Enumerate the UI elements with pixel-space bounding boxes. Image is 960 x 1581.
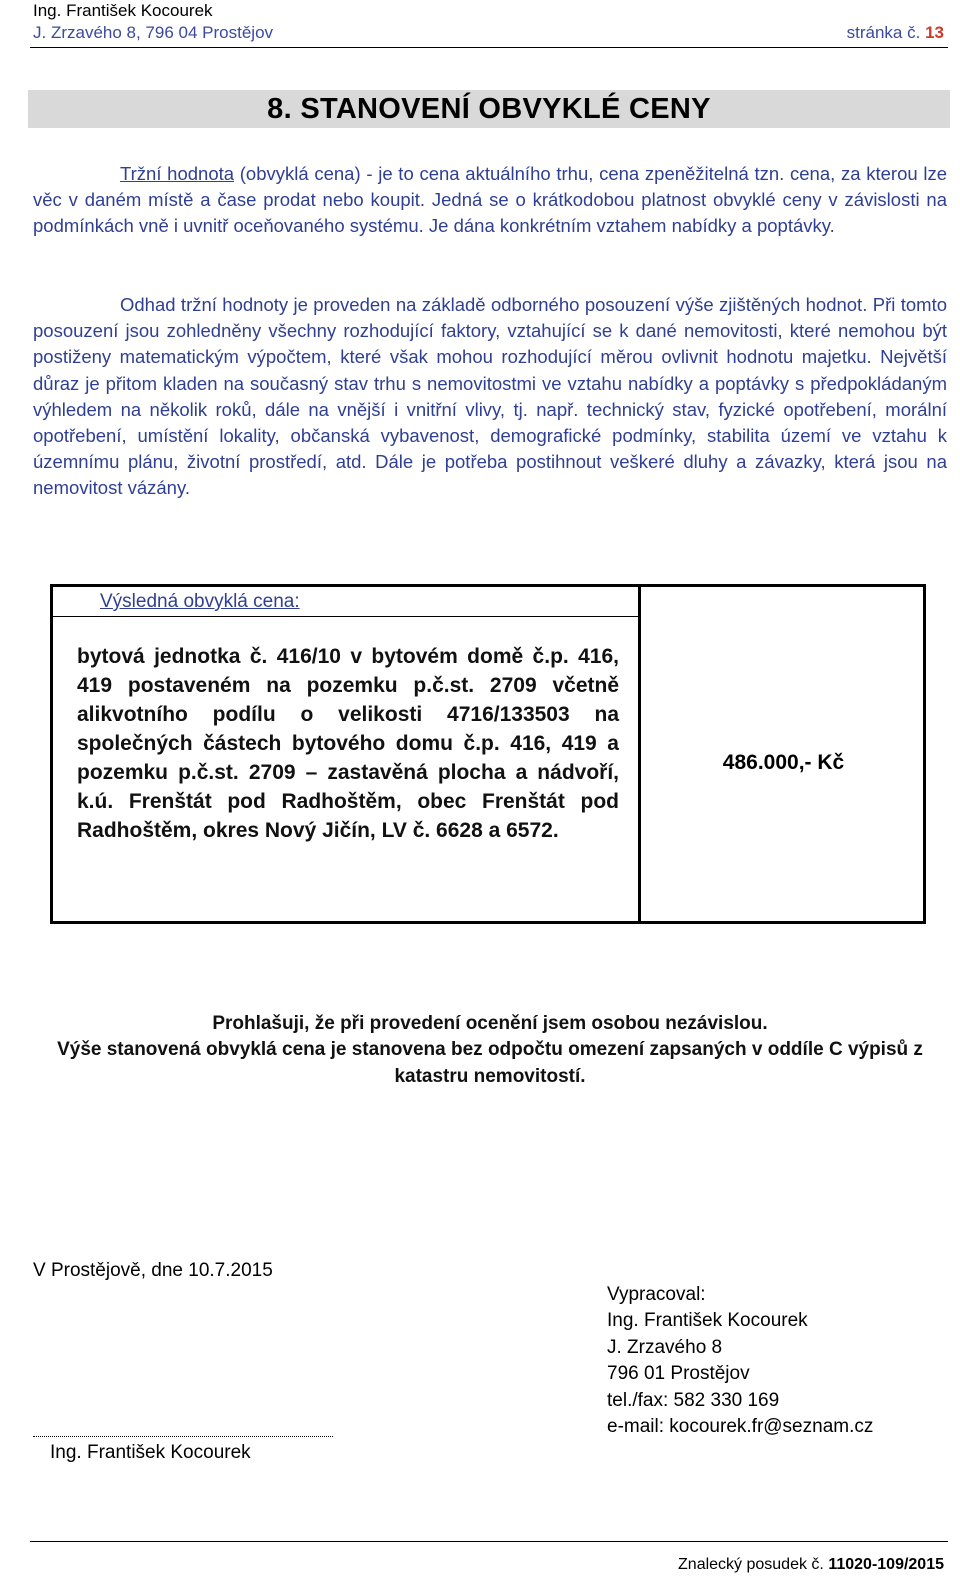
- property-description: bytová jednotka č. 416/10 v bytovém domě č.p. 416, 419 postaveném na pozemku p.č.st. 2709 včetně alikvotního podílu o velikosti 4716/133503 na společných částech bytového domu č.p. 416, 419 a pozemku p.č.st. 2709 – zastavěná plocha a nádvoří, k.ú. Frenštát pod Radhoštěm, obec Frenštát pod Radhoštěm, okres Nový Jičín, LV č. 6628 a 6572.: [77, 645, 619, 842]
- footer-divider: [30, 1541, 948, 1542]
- price-label: Výsledná obvyklá cena:: [100, 591, 300, 612]
- paragraph-estimate: Odhad tržní hodnoty je proveden na základě odborného posouzení výše zjištěných hodnot. Při tomto posouzení jsou zohledněny všechny rozhodující faktory, vztahující se k dané nemovitosti, které nemohou být postiženy matematickým výpočtem, které však mohou rozhodující měrou ovlivnit hodnotu majetku. Největší důraz je přitom kladen na současný stav trhu s nemovitostmi ve vztahu nabídky a poptávky s předpokládaným výhledem na několik roků, dále na vnější i vnitřní vlivy, tj. např. technický stav, fyzické opotřebení, morální opotřebení, umístění lokality, občanská vybavenost, demografické podmínky, stabilita území ve vztahu k územnímu plánu, životní prostředí, atd. Dále je potřeba postihnout veškeré dluhy a závazky, která jsou na nemovitost vázány.: [33, 294, 947, 499]
- footer-number: 11020-109/2015: [828, 1556, 944, 1573]
- contact-name: Ing. František Kocourek: [607, 1310, 808, 1332]
- footer-prefix: Znalecký posudek č.: [678, 1556, 824, 1573]
- price-label-rule: [53, 616, 638, 617]
- price-value: 486.000,- Kč: [722, 751, 845, 774]
- contact-street: J. Zrzavého 8: [607, 1336, 723, 1358]
- header-divider: [30, 47, 948, 48]
- term-market-value: Tržní hodnota: [120, 163, 235, 184]
- header-page-indicator: [847, 23, 944, 43]
- paragraph-market-value-text: (obvyklá cena) - je to cena aktuálního trhu, cena zpeněžitelná tzn. cena, za kterou lze věc v daném místě a čase prodat nebo koupit. Jedná se o krátkodobou platnost obvyklé ceny v závislosti na podmínkách vně i uvnitř oceňovaného systému. Je dána konkrétním vztahem nabídky a poptávky.: [33, 163, 948, 237]
- contact-city: 796 01 Prostějov: [607, 1363, 750, 1385]
- place-and-date: V Prostějově, dne 10.7.2015: [33, 1260, 273, 1281]
- header-address: J. Zrzavého 8, 796 04 Prostějov: [33, 23, 274, 42]
- signature-line: [33, 1436, 333, 1437]
- declaration-line-1: Prohlašuji, že při provedení ocenění jsem osobou nezávislou.: [212, 1013, 768, 1034]
- contact-block: [607, 1282, 873, 1440]
- section-title: 8. STANOVENÍ OBVYKLÉ CENY: [267, 93, 711, 125]
- signer-name: Ing. František Kocourek: [50, 1442, 251, 1463]
- header-author-name: Ing. František Kocourek: [33, 1, 213, 20]
- contact-email: e-mail: kocourek.fr@seznam.cz: [607, 1416, 874, 1438]
- contact-heading: Vypracoval:: [607, 1284, 706, 1305]
- page-number: 13: [925, 23, 944, 42]
- contact-phone: tel./fax: 582 330 169: [607, 1389, 780, 1411]
- paragraph-market-value: [33, 161, 947, 240]
- declaration-line-2: Výše stanovená obvyklá cena je stanovena bez odpočtu omezení zapsaných v oddíle C výpisů z katastru nemovitostí.: [57, 1039, 923, 1087]
- page-prefix: stránka č.: [846, 23, 921, 42]
- footer-report-number: [678, 1555, 944, 1575]
